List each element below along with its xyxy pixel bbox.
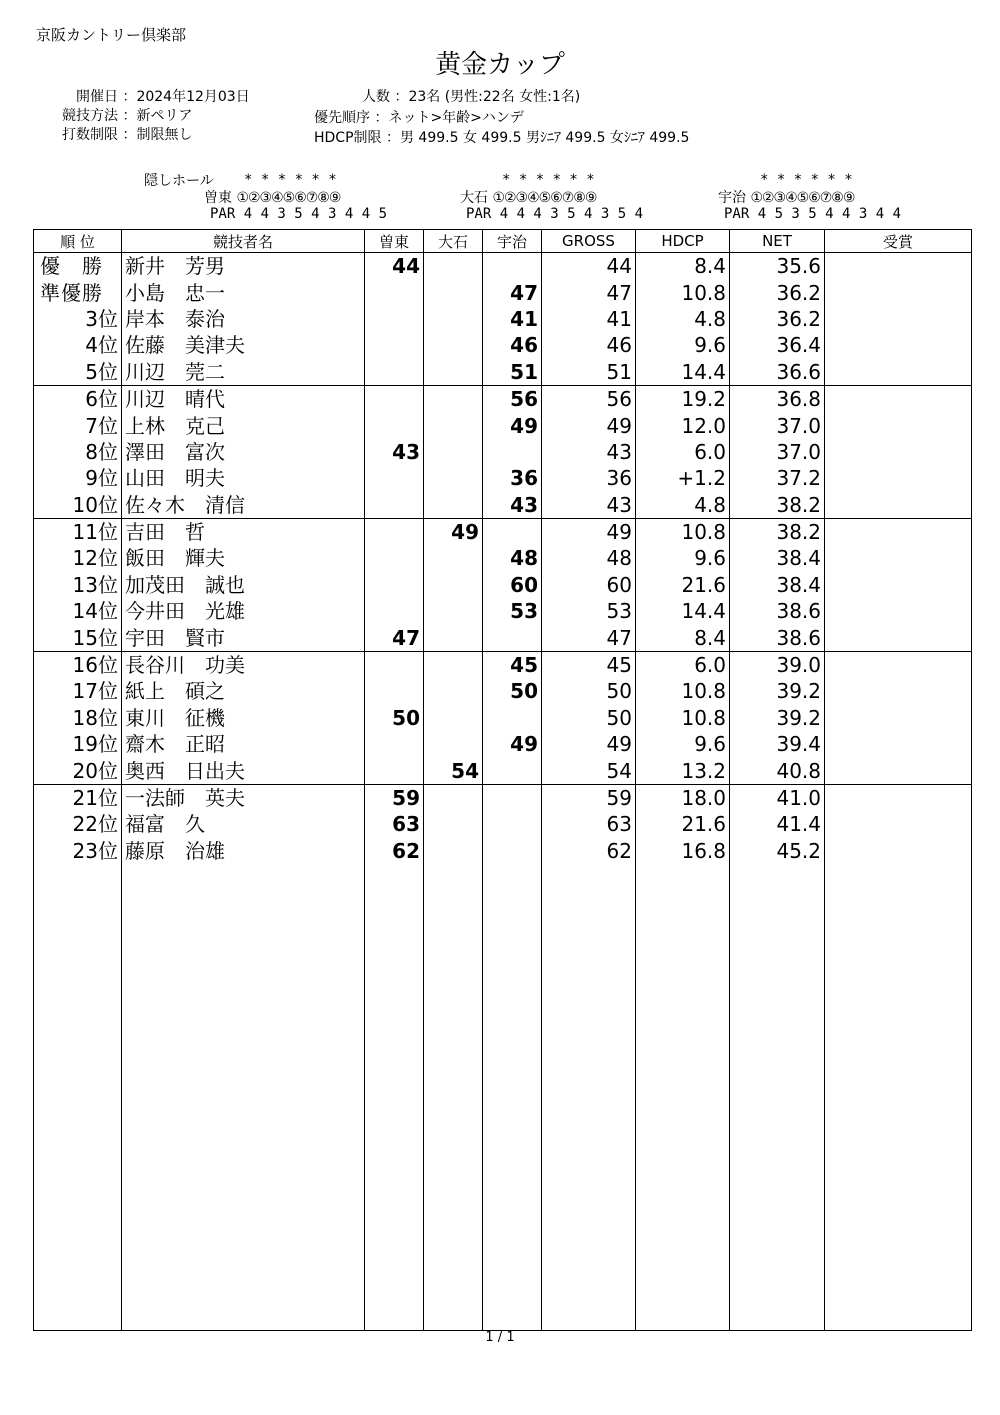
oishi-score-cell <box>424 279 483 305</box>
hidden-hole-label: 隠しホール <box>144 173 214 189</box>
course-3-hole-numbers: ①②③④⑤⑥⑦⑧⑨ <box>750 190 855 206</box>
empty-cell <box>34 864 122 1331</box>
oishi-score-cell <box>424 253 483 280</box>
rank-cell: 23位 <box>34 838 122 864</box>
info-priority: 優先順序 ：ネット>年齢>ハンデ <box>314 110 524 126</box>
uji-score-cell: 47 <box>483 279 542 305</box>
date-value: 2024年12月03日 <box>136 89 250 105</box>
net-cell: 36.8 <box>730 385 825 412</box>
gross-cell: 49 <box>542 731 636 757</box>
player-name-cell: 紙上 碩之 <box>122 678 365 704</box>
player-name-cell: 山田 明夫 <box>122 465 365 491</box>
award-cell <box>825 518 972 545</box>
gross-cell: 60 <box>542 572 636 598</box>
table-row <box>34 359 972 386</box>
rank-cell: 準優勝 <box>34 279 122 305</box>
table-row <box>34 678 972 704</box>
oishi-score-cell <box>424 412 483 438</box>
rank-cell: 5位 <box>34 359 122 386</box>
hdcp-cell: 10.8 <box>636 678 730 704</box>
empty-cell <box>424 864 483 1331</box>
award-cell <box>825 279 972 305</box>
player-name-cell: 藤原 治雄 <box>122 838 365 864</box>
oishi-score-cell <box>424 811 483 837</box>
table-row <box>34 572 972 598</box>
method-value: 新ペリア <box>136 108 193 124</box>
award-cell <box>825 359 972 386</box>
uji-score-cell: 50 <box>483 678 542 704</box>
player-name-cell: 新井 芳男 <box>122 253 365 280</box>
award-cell <box>825 598 972 624</box>
net-cell: 40.8 <box>730 757 825 784</box>
net-cell: 39.4 <box>730 731 825 757</box>
sotou-score-cell <box>365 279 424 305</box>
uji-score-cell <box>483 705 542 731</box>
player-name-cell: 吉田 哲 <box>122 518 365 545</box>
course-2-holes <box>460 187 596 207</box>
table-row <box>34 306 972 332</box>
oishi-score-cell <box>424 572 483 598</box>
rank-cell: 21位 <box>34 784 122 811</box>
player-name-cell: 川辺 莞二 <box>122 359 365 386</box>
player-name-cell: 宇田 賢市 <box>122 624 365 651</box>
empty-cell <box>122 864 365 1331</box>
rank-cell: 11位 <box>34 518 122 545</box>
hdcp-cell: 4.8 <box>636 306 730 332</box>
sotou-score-cell <box>365 306 424 332</box>
oishi-score-cell <box>424 332 483 358</box>
club-name: 京阪カントリー倶楽部 <box>36 26 187 44</box>
empty-cell <box>542 864 636 1331</box>
rank-cell: 7位 <box>34 412 122 438</box>
player-name-cell: 長谷川 功美 <box>122 651 365 678</box>
uji-score-cell: 45 <box>483 651 542 678</box>
table-row <box>34 332 972 358</box>
award-cell <box>825 412 972 438</box>
gross-cell: 49 <box>542 518 636 545</box>
table-row <box>34 279 972 305</box>
gross-cell: 45 <box>542 651 636 678</box>
net-cell: 35.6 <box>730 253 825 280</box>
gross-cell: 43 <box>542 439 636 465</box>
hdcp-cell: 21.6 <box>636 811 730 837</box>
award-cell <box>825 465 972 491</box>
gross-cell: 54 <box>542 757 636 784</box>
oishi-score-cell <box>424 465 483 491</box>
course-3-hidden-marks: * * * * * * <box>760 172 853 188</box>
player-name-cell: 佐藤 美津夫 <box>122 332 365 358</box>
oishi-score-cell: 54 <box>424 757 483 784</box>
uji-score-cell: 51 <box>483 359 542 386</box>
award-cell <box>825 253 972 280</box>
page-number: 1 / 1 <box>485 1330 515 1345</box>
sotou-score-cell <box>365 757 424 784</box>
course-3-holes <box>718 187 854 207</box>
uji-score-cell <box>483 439 542 465</box>
gross-cell: 43 <box>542 492 636 519</box>
net-cell: 38.2 <box>730 492 825 519</box>
net-cell: 38.4 <box>730 572 825 598</box>
award-cell <box>825 332 972 358</box>
sotou-score-cell: 63 <box>365 811 424 837</box>
empty-cell <box>825 864 972 1331</box>
award-cell <box>825 439 972 465</box>
hdcp-cell: 8.4 <box>636 624 730 651</box>
hdcp-cell: 14.4 <box>636 359 730 386</box>
uji-score-cell <box>483 757 542 784</box>
hdcp-cell: 8.4 <box>636 253 730 280</box>
table-row <box>34 784 972 811</box>
header-net: NET <box>730 230 825 253</box>
course-1-par: PAR 4 4 3 5 4 3 4 4 5 <box>210 206 388 222</box>
oishi-score-cell <box>424 624 483 651</box>
net-cell: 37.2 <box>730 465 825 491</box>
table-row <box>34 518 972 545</box>
net-cell: 39.0 <box>730 651 825 678</box>
sotou-score-cell <box>365 492 424 519</box>
priority-value: ネット>年齢>ハンデ <box>388 110 524 126</box>
rank-cell: 9位 <box>34 465 122 491</box>
hdcp-cell: 6.0 <box>636 439 730 465</box>
player-name-cell: 一法師 英夫 <box>122 784 365 811</box>
oishi-score-cell <box>424 598 483 624</box>
hdcp-value: 男 499.5 女 499.5 男ｼﾆｱ 499.5 女ｼﾆｱ 499.5 <box>399 130 690 146</box>
award-cell <box>825 306 972 332</box>
net-cell: 39.2 <box>730 705 825 731</box>
player-name-cell: 佐々木 清信 <box>122 492 365 519</box>
award-cell <box>825 545 972 571</box>
rank-cell: 10位 <box>34 492 122 519</box>
rank-cell: 17位 <box>34 678 122 704</box>
gross-cell: 63 <box>542 811 636 837</box>
net-cell: 36.2 <box>730 306 825 332</box>
sotou-score-cell <box>365 598 424 624</box>
table-row <box>34 757 972 784</box>
gross-cell: 41 <box>542 306 636 332</box>
gross-cell: 50 <box>542 705 636 731</box>
player-name-cell: 川辺 晴代 <box>122 385 365 412</box>
sotou-score-cell <box>365 412 424 438</box>
net-cell: 38.6 <box>730 624 825 651</box>
gross-cell: 48 <box>542 545 636 571</box>
table-header-row <box>34 230 972 253</box>
method-label: 競技方法 <box>62 108 118 124</box>
oishi-score-cell <box>424 705 483 731</box>
info-method: 競技方法 ：新ペリア <box>48 105 192 125</box>
player-name-cell: 福富 久 <box>122 811 365 837</box>
info-limit: 打数制限 ：制限無し <box>48 124 192 144</box>
hdcp-cell: 10.8 <box>636 705 730 731</box>
net-cell: 39.2 <box>730 678 825 704</box>
award-cell <box>825 624 972 651</box>
course-3-name: 宇治 <box>718 190 746 206</box>
table-row <box>34 811 972 837</box>
table-row <box>34 253 972 280</box>
rank-cell: 6位 <box>34 385 122 412</box>
uji-score-cell: 49 <box>483 731 542 757</box>
rank-cell: 13位 <box>34 572 122 598</box>
sotou-score-cell: 47 <box>365 624 424 651</box>
course-1-hole-numbers: ①②③④⑤⑥⑦⑧⑨ <box>236 190 341 206</box>
award-cell <box>825 705 972 731</box>
header-gross: GROSS <box>542 230 636 253</box>
rank-cell: 14位 <box>34 598 122 624</box>
rank-cell: 18位 <box>34 705 122 731</box>
net-cell: 45.2 <box>730 838 825 864</box>
player-name-cell: 岸本 泰治 <box>122 306 365 332</box>
info-date: 開催日 ：2024年12月03日 <box>48 86 250 106</box>
hdcp-cell: 16.8 <box>636 838 730 864</box>
player-name-cell: 飯田 輝夫 <box>122 545 365 571</box>
player-name-cell: 今井田 光雄 <box>122 598 365 624</box>
sotou-score-cell: 62 <box>365 838 424 864</box>
net-cell: 38.2 <box>730 518 825 545</box>
sotou-score-cell <box>365 385 424 412</box>
gross-cell: 44 <box>542 253 636 280</box>
net-cell: 38.4 <box>730 545 825 571</box>
sotou-score-cell <box>365 731 424 757</box>
sotou-score-cell <box>365 465 424 491</box>
table-row <box>34 598 972 624</box>
hdcp-cell: 9.6 <box>636 545 730 571</box>
page-title: 黄金カップ <box>435 50 565 80</box>
uji-score-cell: 49 <box>483 412 542 438</box>
net-cell: 36.4 <box>730 332 825 358</box>
uji-score-cell: 46 <box>483 332 542 358</box>
table-row <box>34 705 972 731</box>
table-row <box>34 624 972 651</box>
rank-cell: 16位 <box>34 651 122 678</box>
hdcp-label: HDCP制限 <box>314 130 382 146</box>
net-cell: 36.2 <box>730 279 825 305</box>
award-cell <box>825 811 972 837</box>
award-cell <box>825 731 972 757</box>
course-3-par: PAR 4 5 3 5 4 4 3 4 4 <box>724 206 902 222</box>
rank-cell: 優 勝 <box>34 253 122 280</box>
uji-score-cell <box>483 624 542 651</box>
award-cell <box>825 492 972 519</box>
hdcp-cell: 18.0 <box>636 784 730 811</box>
gross-cell: 46 <box>542 332 636 358</box>
net-cell: 41.4 <box>730 811 825 837</box>
table-filler-row <box>34 864 972 1331</box>
sotou-score-cell: 43 <box>365 439 424 465</box>
gross-cell: 49 <box>542 412 636 438</box>
uji-score-cell <box>483 518 542 545</box>
uji-score-cell: 43 <box>483 492 542 519</box>
priority-label: 優先順序 <box>314 110 370 126</box>
header-sotou: 曽東 <box>365 230 424 253</box>
table-row <box>34 439 972 465</box>
uji-score-cell <box>483 253 542 280</box>
gross-cell: 36 <box>542 465 636 491</box>
table-row <box>34 545 972 571</box>
award-cell <box>825 838 972 864</box>
gross-cell: 59 <box>542 784 636 811</box>
gross-cell: 51 <box>542 359 636 386</box>
award-cell <box>825 651 972 678</box>
table-row <box>34 731 972 757</box>
course-2-name: 大石 <box>460 190 488 206</box>
hdcp-cell: 10.8 <box>636 279 730 305</box>
uji-score-cell: 41 <box>483 306 542 332</box>
empty-cell <box>636 864 730 1331</box>
award-cell <box>825 757 972 784</box>
sotou-score-cell <box>365 678 424 704</box>
oishi-score-cell <box>424 545 483 571</box>
empty-cell <box>365 864 424 1331</box>
header-name: 競技者名 <box>122 230 365 253</box>
limit-label: 打数制限 <box>62 127 118 143</box>
net-cell: 38.6 <box>730 598 825 624</box>
sotou-score-cell <box>365 359 424 386</box>
hdcp-cell: 14.4 <box>636 598 730 624</box>
oishi-score-cell <box>424 359 483 386</box>
player-name-cell: 奥西 日出夫 <box>122 757 365 784</box>
course-1-hidden-marks: * * * * * * <box>244 172 337 188</box>
course-1-holes <box>204 187 340 207</box>
table-row <box>34 385 972 412</box>
count-value: 23名 (男性:22名 女性:1名) <box>408 89 581 105</box>
hdcp-cell: +1.2 <box>636 465 730 491</box>
rank-cell: 20位 <box>34 757 122 784</box>
info-hdcp: HDCP制限 ：男 499.5 女 499.5 男ｼﾆｱ 499.5 女ｼﾆｱ 499.5 <box>314 130 690 146</box>
sotou-score-cell <box>365 572 424 598</box>
uji-score-cell <box>483 811 542 837</box>
player-name-cell: 澤田 富次 <box>122 439 365 465</box>
count-label: 人数 <box>362 89 390 105</box>
header-hdcp: HDCP <box>636 230 730 253</box>
sotou-score-cell <box>365 332 424 358</box>
table-row <box>34 465 972 491</box>
hdcp-cell: 6.0 <box>636 651 730 678</box>
gross-cell: 50 <box>542 678 636 704</box>
course-2-par: PAR 4 4 4 3 5 4 3 5 4 <box>466 206 644 222</box>
oishi-score-cell <box>424 651 483 678</box>
award-cell <box>825 678 972 704</box>
rank-cell: 19位 <box>34 731 122 757</box>
rank-cell: 12位 <box>34 545 122 571</box>
header-oishi: 大石 <box>424 230 483 253</box>
table-row <box>34 838 972 864</box>
hdcp-cell: 12.0 <box>636 412 730 438</box>
gross-cell: 62 <box>542 838 636 864</box>
sotou-score-cell: 44 <box>365 253 424 280</box>
sotou-score-cell <box>365 518 424 545</box>
header-uji: 宇治 <box>483 230 542 253</box>
uji-score-cell: 48 <box>483 545 542 571</box>
rank-cell: 4位 <box>34 332 122 358</box>
player-name-cell: 齋木 正昭 <box>122 731 365 757</box>
results-table <box>33 229 972 1331</box>
oishi-score-cell: 49 <box>424 518 483 545</box>
sotou-score-cell: 59 <box>365 784 424 811</box>
table-row <box>34 492 972 519</box>
rank-cell: 8位 <box>34 439 122 465</box>
hdcp-cell: 4.8 <box>636 492 730 519</box>
table-row <box>34 412 972 438</box>
net-cell: 37.0 <box>730 412 825 438</box>
award-cell <box>825 385 972 412</box>
oishi-score-cell <box>424 439 483 465</box>
oishi-score-cell <box>424 492 483 519</box>
sotou-score-cell: 50 <box>365 705 424 731</box>
course-2-hidden-marks: * * * * * * <box>502 172 595 188</box>
oishi-score-cell <box>424 678 483 704</box>
oishi-score-cell <box>424 784 483 811</box>
award-cell <box>825 784 972 811</box>
table-row <box>34 651 972 678</box>
hdcp-cell: 10.8 <box>636 518 730 545</box>
gross-cell: 53 <box>542 598 636 624</box>
rank-cell: 22位 <box>34 811 122 837</box>
uji-score-cell: 53 <box>483 598 542 624</box>
hdcp-cell: 9.6 <box>636 332 730 358</box>
oishi-score-cell <box>424 731 483 757</box>
gross-cell: 56 <box>542 385 636 412</box>
player-name-cell: 加茂田 誠也 <box>122 572 365 598</box>
header-rank: 順 位 <box>34 230 122 253</box>
header-award: 受賞 <box>825 230 972 253</box>
player-name-cell: 東川 征機 <box>122 705 365 731</box>
oishi-score-cell <box>424 385 483 412</box>
rank-cell: 15位 <box>34 624 122 651</box>
hdcp-cell: 9.6 <box>636 731 730 757</box>
gross-cell: 47 <box>542 624 636 651</box>
rank-cell: 3位 <box>34 306 122 332</box>
uji-score-cell <box>483 784 542 811</box>
gross-cell: 47 <box>542 279 636 305</box>
uji-score-cell: 36 <box>483 465 542 491</box>
info-count: 人数 ：23名 (男性:22名 女性:1名) <box>362 89 581 105</box>
course-2-hole-numbers: ①②③④⑤⑥⑦⑧⑨ <box>492 190 597 206</box>
player-name-cell: 小島 忠一 <box>122 279 365 305</box>
sotou-score-cell <box>365 545 424 571</box>
net-cell: 37.0 <box>730 439 825 465</box>
course-1-name: 曽東 <box>204 190 232 206</box>
empty-cell <box>730 864 825 1331</box>
award-cell <box>825 572 972 598</box>
sotou-score-cell <box>365 651 424 678</box>
hdcp-cell: 19.2 <box>636 385 730 412</box>
uji-score-cell <box>483 838 542 864</box>
net-cell: 41.0 <box>730 784 825 811</box>
hdcp-cell: 13.2 <box>636 757 730 784</box>
date-label: 開催日 <box>76 89 118 105</box>
oishi-score-cell <box>424 838 483 864</box>
net-cell: 36.6 <box>730 359 825 386</box>
empty-cell <box>483 864 542 1331</box>
uji-score-cell: 60 <box>483 572 542 598</box>
limit-value: 制限無し <box>136 127 193 143</box>
oishi-score-cell <box>424 306 483 332</box>
player-name-cell: 上林 克己 <box>122 412 365 438</box>
uji-score-cell: 56 <box>483 385 542 412</box>
hdcp-cell: 21.6 <box>636 572 730 598</box>
